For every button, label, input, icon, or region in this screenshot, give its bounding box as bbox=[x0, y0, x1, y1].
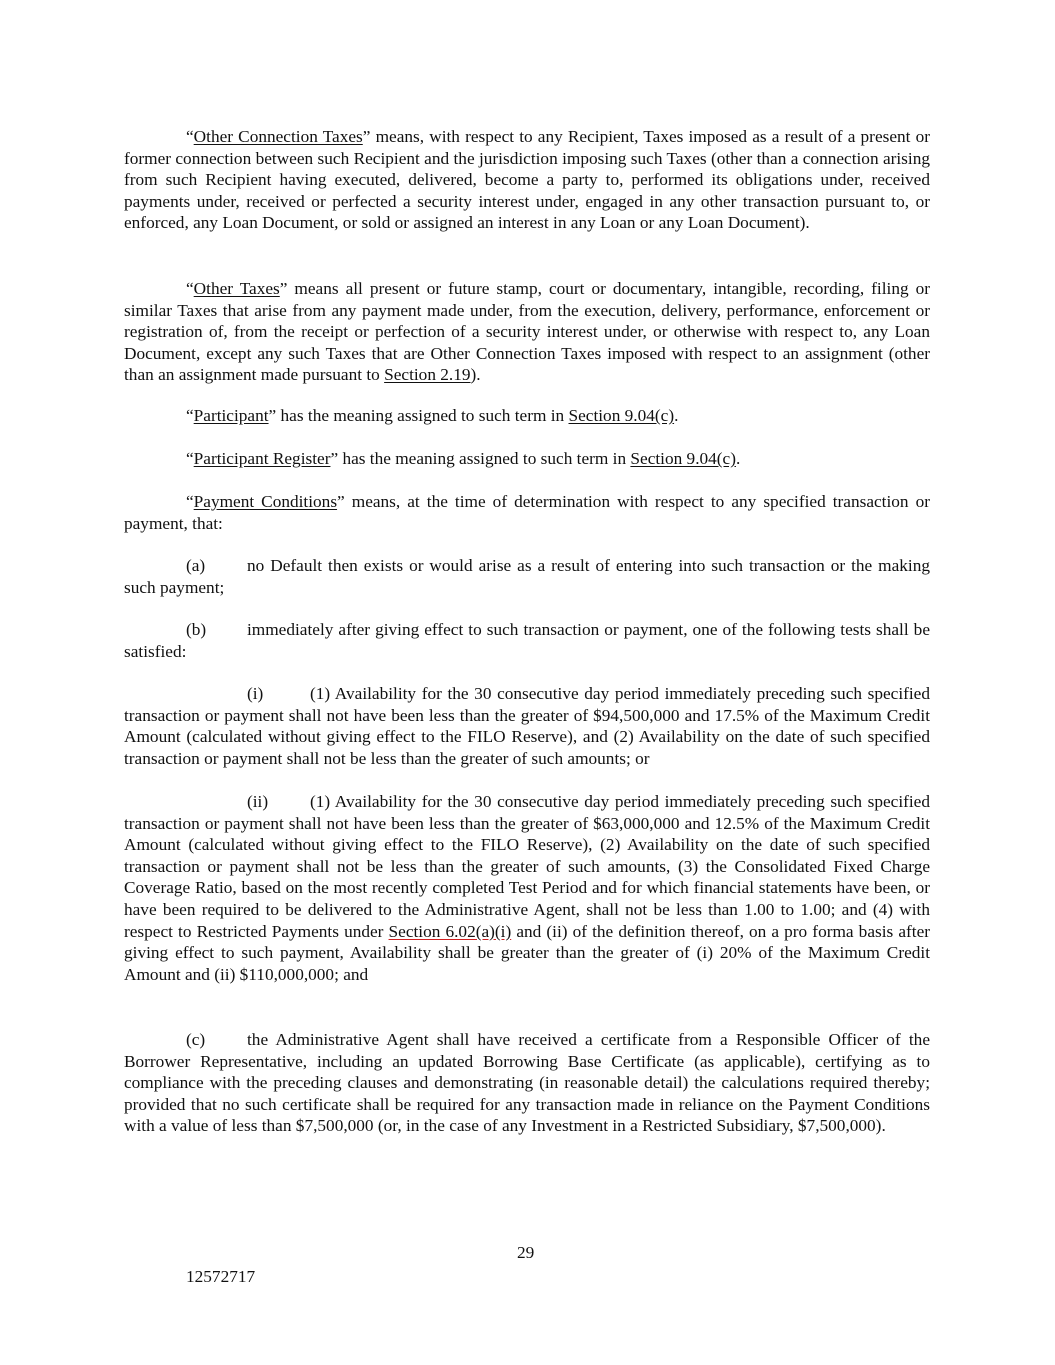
definition-participant-register bbox=[124, 448, 930, 470]
definition-text: ” has the meaning assigned to such term in bbox=[330, 449, 631, 468]
clause-b bbox=[124, 619, 930, 662]
definition-participant bbox=[124, 405, 930, 427]
clause-label: (a) bbox=[186, 556, 206, 575]
quote: “ bbox=[186, 406, 194, 425]
clause-label: (b) bbox=[186, 620, 207, 639]
definition-text: ” means, at the time of determination with respect to any specified transaction or payment, that: bbox=[124, 492, 930, 533]
section-reference[interactable]: Section 2.19 bbox=[384, 365, 471, 385]
quote: “ bbox=[186, 127, 194, 146]
clause-a bbox=[124, 555, 930, 598]
definition-text: ” means, with respect to any Recipient, Taxes imposed as a result of a present or former connection between such Recipient and the jurisdiction imposing such Taxes (other than a connection arising from such Recipient having executed, delivered, become a party to, performed its obligations under, received payments under, received or perfected a security interest under, engaged in any other transaction pursuant to, or enforced, any Loan Document, or sold or assigned an interest in any Loan or any Loan Document). bbox=[124, 127, 931, 233]
defined-term: Other Taxes bbox=[193, 279, 280, 298]
clause-c bbox=[124, 1029, 930, 1137]
clause-text: (1) Availability for the 30 consecutive day period immediately preceding such specified transaction or payment shall not have been less than the greater of $94,500,000 and 17.5% of the Maximum Credit Amount (calculated without giving effect to the FILO Reserve), and (2) Availability on the date of such specified transaction or payment shall not be less than the greater of such amounts; or bbox=[124, 684, 930, 768]
clause-b-ii bbox=[124, 791, 930, 985]
quote: “ bbox=[186, 492, 194, 511]
clause-text-continued: and (ii) of the definition thereof, on a pro forma basis after giving effect to such payment, Availability shall be greater than the greater of (i) 20% of the Maximum Credit Amount and (ii) $110,000,000; and bbox=[124, 921, 931, 984]
clause-b-i bbox=[124, 683, 930, 769]
document-id: 12572717 bbox=[186, 1267, 256, 1286]
punct: ). bbox=[470, 365, 481, 385]
clause-text: immediately after giving effect to such transaction or payment, one of the following tests shall be satisfied: bbox=[124, 620, 930, 661]
clause-text: (1) Availability for the 30 consecutive day period immediately preceding such specified transaction or payment shall not have been less than the greater of $63,000,000 and 12.5% of the Maximum Credit Amount (calculated without giving effect to the FILO Reserve), (2) Availability on the date of such specified transaction or payment shall not be less than the greater of such amounts, (3) the Consolidated Fixed Charge Coverage Ratio, based on the most recently completed Test Period and for which financial statements have been, or have been required to be delivered to the Administrative Agent, shall not be less than 1.00 to 1.00; and (4) with respect to Restricted Payments under bbox=[124, 792, 930, 941]
section-reference[interactable]: Section 9.04(c) bbox=[568, 406, 675, 425]
quote: “ bbox=[186, 279, 194, 298]
defined-term: Participant bbox=[193, 406, 269, 425]
section-reference[interactable]: Section 9.04(c) bbox=[630, 449, 736, 468]
clause-label: (i) bbox=[247, 684, 264, 703]
punct: . bbox=[674, 406, 679, 425]
quote: “ bbox=[186, 449, 194, 468]
defined-term: Other Connection Taxes bbox=[193, 127, 363, 146]
section-reference[interactable]: Section 6.02(a)(i) bbox=[388, 921, 512, 941]
clause-label: (ii) bbox=[247, 792, 269, 811]
clause-label: (c) bbox=[186, 1030, 206, 1049]
clause-text: no Default then exists or would arise as a result of entering into such transaction or the making such payment; bbox=[124, 556, 930, 597]
definition-text: ” means all present or future stamp, court or documentary, intangible, recording, filing or similar Taxes that arise from any payment made under, from the execution, delivery, performance, enforcement or registration of, from the receipt or perfection of a security interest under, or otherwise with respect to, any Loan Document, except any such Taxes that are Other Connection Taxes imposed with respect to an assignment (other than an assignment made pursuant to bbox=[124, 279, 930, 385]
punct: . bbox=[735, 449, 741, 468]
page-number: 29 bbox=[517, 1243, 535, 1262]
definition-text: ” has the meaning assigned to such term in bbox=[268, 406, 569, 425]
defined-term: Participant Register bbox=[193, 449, 331, 468]
defined-term: Payment Conditions bbox=[193, 492, 338, 511]
definition-other-connection-taxes bbox=[124, 126, 930, 234]
clause-text: the Administrative Agent shall have received a certificate from a Responsible Officer of the Borrower Representative, including an updated Borrowing Base Certificate (as applicable), certifying as to compliance with the preceding clauses and demonstrating (in reasonable detail) the calculations required thereby; provided that no such certificate shall be required for any transaction made in reliance on the Payment Conditions with a value of less than $7,500,000 (or, in the case of any Investment in a Restricted Subsidiary, $7,500,000). bbox=[124, 1030, 930, 1136]
definition-other-taxes bbox=[124, 278, 930, 386]
definition-payment-conditions bbox=[124, 491, 930, 534]
